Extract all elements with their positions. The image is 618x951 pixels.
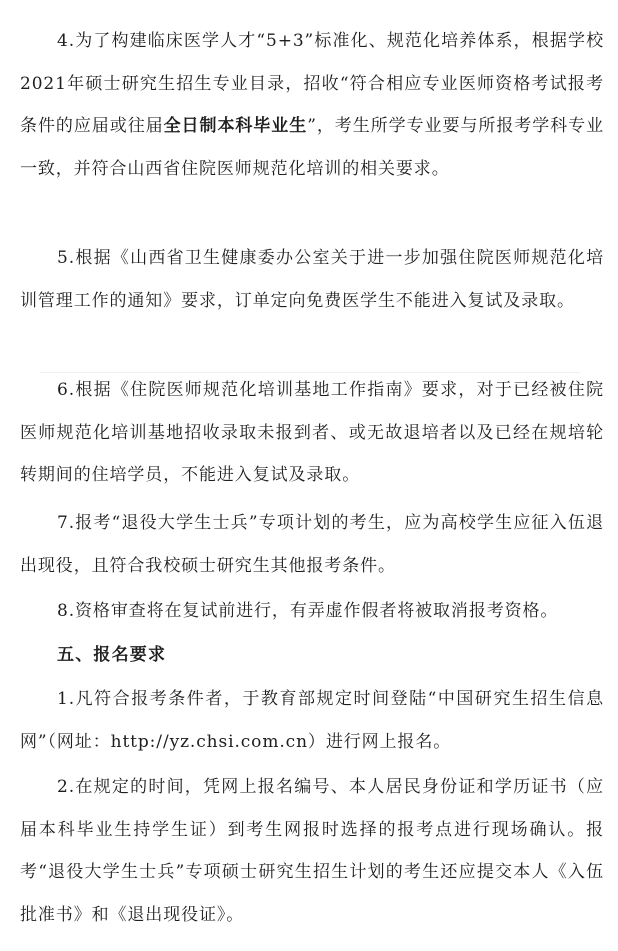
paragraph-4-text-start: 4.为了构建临床医学人才“5+3”标准化、规范化培养体系，根据学校2021年硕士研究生招生专业目录，招收“符合相应专业医师资格考试报考条件的应届或往届 bbox=[20, 31, 604, 136]
paragraph-8: 8.资格审查将在复试前进行，有弄虚作假者将被取消报考资格。 bbox=[57, 601, 559, 621]
requirement-item-1: 1.凡符合报考条件者，于教育部规定时间登陆“中国研究生招生信息网”（网址：http://yz.chsi.com.cn）进行网上报名。 bbox=[20, 689, 604, 752]
paragraph-4-emphasis: 全日制本科毕业生 bbox=[163, 116, 308, 136]
paragraph-5: 5.根据《山西省卫生健康委办公室关于进一步加强住院医师规范化培训管理工作的通知》要求，订单定向免费医学生不能进入复试及录取。 bbox=[20, 248, 604, 311]
paragraph-6: 6.根据《住院医师规范化培训基地工作指南》要求，对于已经被住院医师规范化培训基地招收录取未报到者、或无故退培者以及已经在规培轮转期间的住培学员，不能进入复试及录取。 bbox=[20, 380, 604, 485]
requirement-item-2: 2.在规定的时间，凭网上报名编号、本人居民身份证和学历证书（应届本科毕业生持学生证）到考生网报时选择的报考点进行现场确认。报考“退役大学生士兵”专项硕士研究生招生计划的考生还应提交本人《入伍批准书》和《退出现役证》。 bbox=[20, 777, 604, 925]
paragraph-4-text-end: ”，考生所学专业要与所报考学科专业一致，并符合山西省住院医师规范化培训的相关要求。 bbox=[20, 116, 605, 179]
paragraph-4 bbox=[20, 20, 604, 190]
paragraph-7: 7.报考“退役大学生士兵”专项计划的考生，应为高校学生应征入伍退出现役，且符合我校硕士研究生其他报考条件。 bbox=[20, 513, 604, 576]
section-heading: 五、报名要求 bbox=[57, 645, 167, 665]
